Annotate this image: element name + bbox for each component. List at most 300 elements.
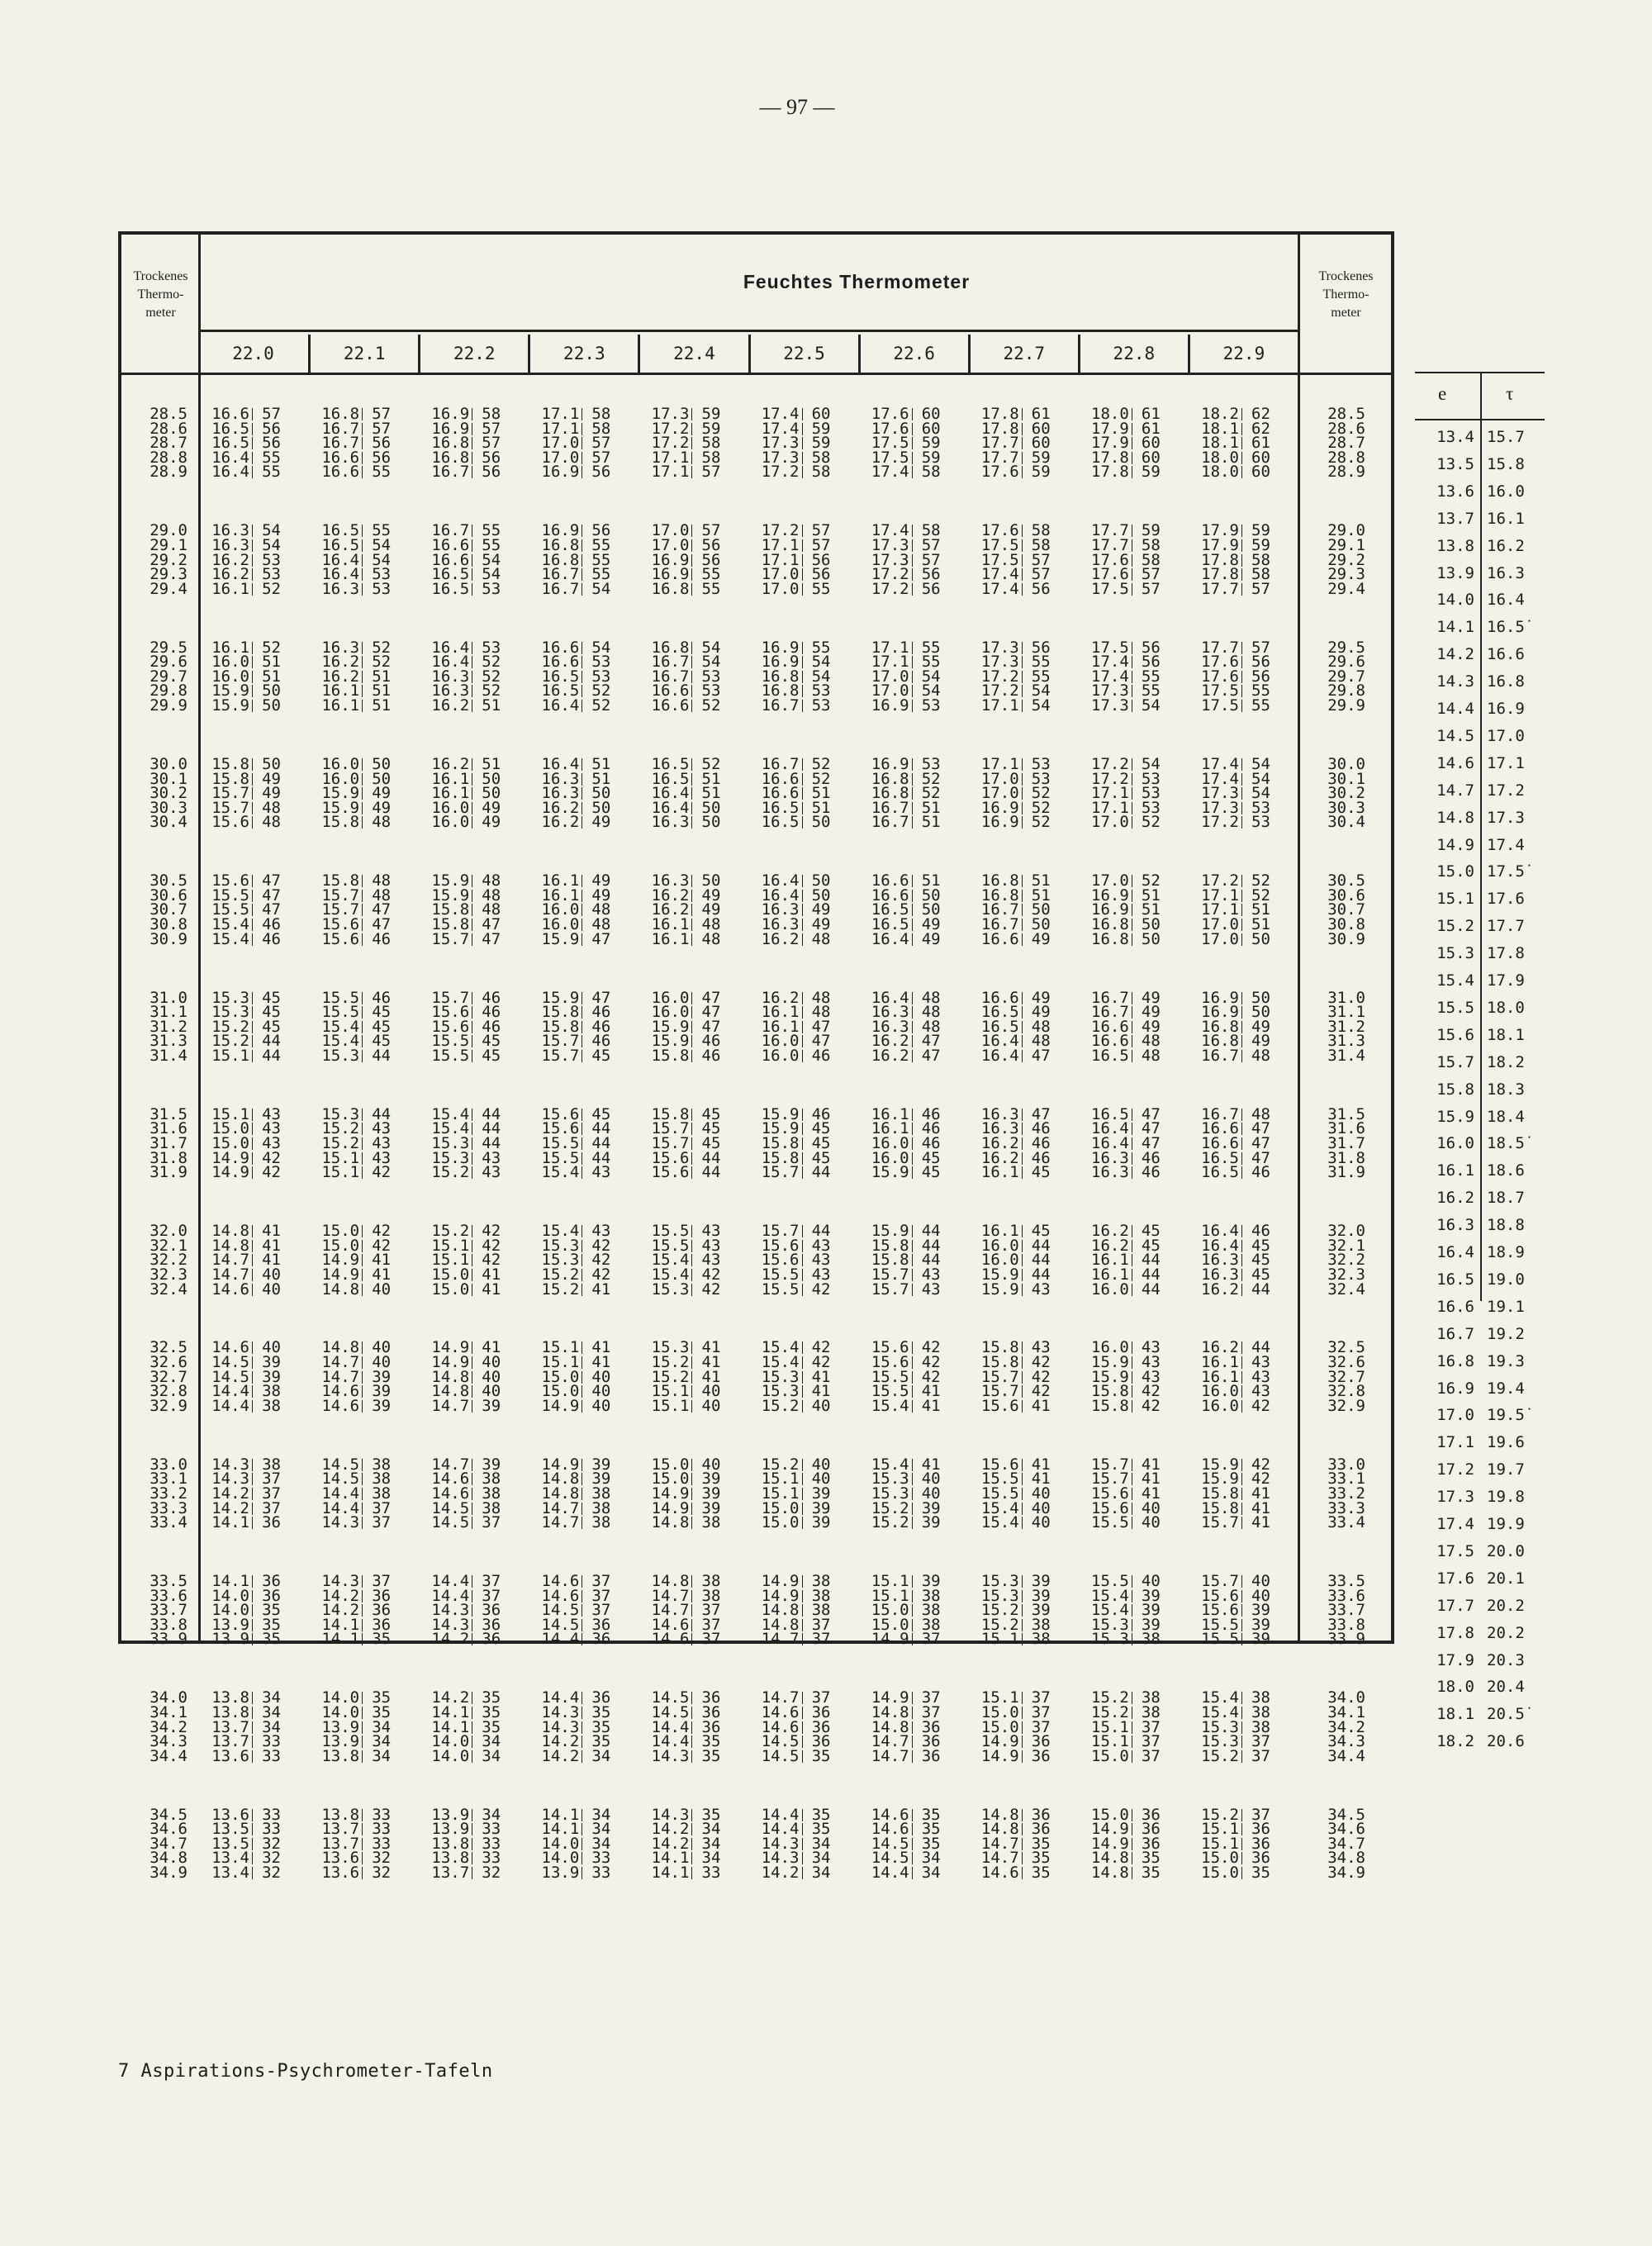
- humidity-cell: 40: [921, 1470, 941, 1489]
- dewpoint-cell: 16.0: [641, 1004, 689, 1019]
- dewpoint-cell: 14.4: [311, 1486, 359, 1501]
- humidity-cell: 60: [1141, 434, 1161, 453]
- humidity-cell: 57: [591, 434, 611, 453]
- humidity-cell: 36: [372, 1601, 392, 1620]
- side-table-row: [1415, 1701, 1545, 1728]
- humidity-cell: 56: [482, 463, 501, 482]
- humidity-cell: 51: [372, 681, 392, 700]
- dewpoint-cell: 16.6: [752, 772, 800, 786]
- humidity-cell: 50: [262, 681, 281, 700]
- dewpoint-cell: 15.8: [311, 873, 359, 888]
- humidity-cell: 37: [1031, 1717, 1051, 1736]
- dewpoint-cell: 15.0: [531, 1370, 579, 1384]
- humidity-cell: 47: [921, 1046, 941, 1065]
- dewpoint-cell: 16.7: [531, 582, 579, 596]
- dewpoint-cell: 14.9: [752, 1574, 800, 1588]
- humidity-cell: 38: [1141, 1688, 1161, 1707]
- dewpoint-cell: 16.1: [421, 772, 469, 786]
- dewpoint-cell: 14.8: [752, 1617, 800, 1632]
- dewpoint-cell: 14.7: [421, 1457, 469, 1472]
- side-table-row: [1415, 1104, 1545, 1131]
- dry-temp-right: 29.1: [1327, 535, 1365, 554]
- dewpoint-value: 19.9: [1487, 1515, 1525, 1533]
- dewpoint-cell: 15.1: [311, 1165, 359, 1180]
- dewpoint-cell: 16.6: [421, 553, 469, 567]
- dry-temp-left: 32.9: [150, 1396, 188, 1415]
- dewpoint-cell: 18.1: [1191, 421, 1239, 436]
- dewpoint-cell: 15.2: [202, 1033, 249, 1048]
- humidity-cell: 39: [1251, 1615, 1270, 1634]
- dry-temp-left: 30.4: [150, 813, 188, 832]
- humidity-cell: 54: [262, 535, 281, 554]
- side-table-row: [1415, 723, 1545, 750]
- dewpoint-cell: 14.7: [862, 1734, 909, 1749]
- humidity-cell: 58: [811, 463, 831, 482]
- humidity-cell: 58: [1251, 565, 1270, 584]
- dewpoint-cell: 15.3: [752, 1384, 800, 1398]
- humidity-cell: 36: [372, 1615, 392, 1634]
- humidity-cell: 57: [921, 535, 941, 554]
- humidity-cell: 61: [1251, 434, 1270, 453]
- dewpoint-cell: 15.1: [1191, 1821, 1239, 1836]
- dewpoint-cell: 14.3: [641, 1749, 689, 1764]
- dewpoint-value: 17.1: [1487, 753, 1525, 772]
- dewpoint-cell: 17.6: [971, 523, 1019, 538]
- side-table-row: [1415, 940, 1545, 967]
- dewpoint-cell: 15.9: [1081, 1370, 1129, 1384]
- dewpoint-cell: 15.8: [1191, 1501, 1239, 1516]
- dewpoint-cell: 16.4: [421, 654, 469, 669]
- side-table-row: [1415, 777, 1545, 805]
- dewpoint-cell: 15.6: [1081, 1501, 1129, 1516]
- dewpoint-cell: 16.1: [752, 1019, 800, 1034]
- dewpoint-cell: 14.8: [641, 1515, 689, 1530]
- humidity-cell: 36: [482, 1630, 501, 1649]
- dewpoint-value: 19.1: [1487, 1297, 1525, 1316]
- humidity-cell: 37: [921, 1630, 941, 1649]
- dry-temp-right: 28.5: [1327, 405, 1365, 423]
- humidity-cell: 37: [591, 1601, 611, 1620]
- side-table-row: [1415, 1076, 1545, 1104]
- humidity-cell: 55: [1251, 681, 1270, 700]
- dewpoint-value: 17.7: [1487, 917, 1525, 936]
- dewpoint-cell: 15.0: [531, 1384, 579, 1398]
- dewpoint-cell: 14.7: [971, 1836, 1019, 1851]
- humidity-cell: 44: [262, 1046, 281, 1065]
- humidity-cell: 39: [372, 1382, 392, 1401]
- dewpoint-cell: 16.9: [862, 757, 909, 772]
- dewpoint-cell: 16.9: [1081, 902, 1129, 917]
- side-table-row: [1415, 1511, 1545, 1538]
- humidity-cell: 37: [811, 1688, 831, 1707]
- dry-temp-right: 30.3: [1327, 798, 1365, 817]
- dewpoint-cell: 15.5: [421, 1033, 469, 1048]
- dewpoint-cell: 17.2: [752, 464, 800, 479]
- vapor-pressure-value: 14.2: [1436, 645, 1474, 664]
- dewpoint-cell: 15.3: [752, 1370, 800, 1384]
- side-table-row: [1415, 1212, 1545, 1239]
- dewpoint-cell: 13.6: [311, 1865, 359, 1880]
- humidity-cell: 50: [262, 754, 281, 773]
- dewpoint-cell: 15.1: [1191, 1836, 1239, 1851]
- dry-temp-left: 34.5: [150, 1805, 188, 1824]
- dewpoint-cell: 14.9: [202, 1151, 249, 1166]
- humidity-cell: 39: [811, 1498, 831, 1517]
- dewpoint-cell: 17.0: [641, 523, 689, 538]
- dewpoint-cell: 15.4: [641, 1267, 689, 1282]
- humidity-cell: 39: [811, 1484, 831, 1503]
- dewpoint-cell: 15.3: [1191, 1734, 1239, 1749]
- dewpoint-cell: 13.9: [202, 1617, 249, 1632]
- humidity-cell: 50: [482, 784, 501, 803]
- humidity-cell: 52: [482, 653, 501, 672]
- humidity-cell: 42: [921, 1367, 941, 1386]
- humidity-cell: 33: [591, 1849, 611, 1868]
- humidity-cell: 55: [482, 535, 501, 554]
- dewpoint-cell: 15.4: [752, 1355, 800, 1370]
- dewpoint-cell: 16.8: [641, 640, 689, 655]
- table-row: [121, 1630, 1391, 1649]
- dewpoint-cell: 15.4: [752, 1340, 800, 1355]
- dewpoint-cell: 15.1: [971, 1690, 1019, 1705]
- humidity-cell: 35: [1031, 1849, 1051, 1868]
- dewpoint-cell: 15.5: [862, 1370, 909, 1384]
- humidity-cell: 46: [811, 1104, 831, 1123]
- humidity-cell: 42: [482, 1236, 501, 1255]
- humidity-cell: 51: [1031, 886, 1051, 905]
- humidity-cell: 45: [262, 1017, 281, 1036]
- humidity-cell: 38: [372, 1470, 392, 1489]
- dewpoint-cell: 15.0: [752, 1515, 800, 1530]
- dewpoint-cell: 16.8: [1191, 1019, 1239, 1034]
- dry-temp-right: 34.6: [1327, 1820, 1365, 1839]
- dry-temp-right: 29.9: [1327, 696, 1365, 715]
- humidity-cell: 46: [482, 988, 501, 1007]
- humidity-cell: 36: [1031, 1732, 1051, 1751]
- dewpoint-cell: 14.1: [421, 1705, 469, 1720]
- humidity-cell: 37: [262, 1470, 281, 1489]
- humidity-cell: 51: [921, 813, 941, 832]
- humidity-cell: 49: [1251, 1032, 1270, 1051]
- humidity-cell: 40: [1031, 1513, 1051, 1532]
- dewpoint-cell: 16.4: [421, 640, 469, 655]
- vapor-pressure-value: 15.2: [1436, 917, 1474, 936]
- dewpoint-cell: 17.4: [971, 582, 1019, 596]
- humidity-cell: 38: [1031, 1615, 1051, 1634]
- humidity-cell: 36: [811, 1732, 831, 1751]
- dewpoint-cell: 16.0: [421, 800, 469, 815]
- humidity-cell: 49: [262, 784, 281, 803]
- dewpoint-value: 16.6: [1487, 645, 1525, 664]
- humidity-cell: 42: [262, 1148, 281, 1167]
- dewpoint-cell: 13.8: [311, 1807, 359, 1822]
- dewpoint-cell: 15.9: [311, 800, 359, 815]
- humidity-cell: 34: [482, 1732, 501, 1751]
- dry-temp-left: 29.6: [150, 653, 188, 672]
- dewpoint-cell: 15.9: [862, 1165, 909, 1180]
- dewpoint-cell: 17.4: [752, 421, 800, 436]
- humidity-cell: 48: [482, 871, 501, 890]
- page-number: — 97 —: [759, 95, 835, 119]
- dewpoint-cell: 14.7: [531, 1515, 579, 1530]
- divider: [198, 330, 1298, 332]
- humidity-cell: 45: [262, 1003, 281, 1022]
- dewpoint-cell: 17.8: [971, 406, 1019, 421]
- humidity-cell: 38: [372, 1455, 392, 1474]
- dewpoint-cell: 14.1: [531, 1821, 579, 1836]
- dewpoint-cell: 16.0: [1191, 1398, 1239, 1413]
- dry-temp-right: 32.7: [1327, 1367, 1365, 1386]
- humidity-cell: 38: [921, 1615, 941, 1634]
- humidity-cell: 40: [1141, 1572, 1161, 1590]
- dewpoint-cell: 14.2: [641, 1836, 689, 1851]
- dry-temp-left: 33.7: [150, 1601, 188, 1620]
- dewpoint-cell: 14.6: [202, 1340, 249, 1355]
- humidity-cell: 35: [811, 1805, 831, 1824]
- humidity-cell: 56: [1251, 653, 1270, 672]
- dewpoint-cell: 15.6: [971, 1457, 1019, 1472]
- humidity-cell: 33: [482, 1820, 501, 1839]
- dewpoint-cell: 15.0: [202, 1136, 249, 1151]
- humidity-cell: 40: [591, 1396, 611, 1415]
- dewpoint-cell: 15.5: [1081, 1574, 1129, 1588]
- humidity-cell: 50: [811, 871, 831, 890]
- dewpoint-cell: 15.7: [421, 932, 469, 947]
- dewpoint-cell: 16.2: [971, 1136, 1019, 1151]
- humidity-cell: 34: [262, 1702, 281, 1721]
- dewpoint-cell: 15.7: [421, 990, 469, 1005]
- table-row: [121, 813, 1391, 832]
- humidity-cell: 37: [591, 1586, 611, 1605]
- humidity-cell: 48: [1031, 1017, 1051, 1036]
- dry-temp-right: 31.8: [1327, 1148, 1365, 1167]
- dewpoint-value: 19.4: [1487, 1379, 1525, 1398]
- dewpoint-cell: 15.6: [311, 917, 359, 932]
- humidity-cell: 58: [811, 448, 831, 467]
- dewpoint-cell: 14.8: [971, 1807, 1019, 1822]
- dewpoint-cell: 17.6: [862, 406, 909, 421]
- dewpoint-cell: 14.4: [641, 1720, 689, 1735]
- humidity-cell: 34: [811, 1849, 831, 1868]
- dry-temp-right: 34.1: [1327, 1702, 1365, 1721]
- dewpoint-cell: 14.9: [641, 1486, 689, 1501]
- humidity-cell: 36: [482, 1615, 501, 1634]
- humidity-cell: 47: [1141, 1104, 1161, 1123]
- dewpoint-cell: 16.6: [971, 932, 1019, 947]
- dewpoint-cell: 14.4: [752, 1807, 800, 1822]
- dewpoint-cell: 17.0: [1191, 917, 1239, 932]
- dewpoint-cell: 16.4: [202, 450, 249, 465]
- dewpoint-cell: 16.3: [752, 902, 800, 917]
- dewpoint-cell: 17.5: [862, 435, 909, 450]
- humidity-cell: 32: [372, 1849, 392, 1868]
- humidity-cell: 38: [701, 1572, 721, 1590]
- dewpoint-cell: 17.3: [971, 654, 1019, 669]
- humidity-cell: 50: [811, 886, 831, 905]
- humidity-cell: 37: [372, 1572, 392, 1590]
- dry-temp-left: 31.2: [150, 1017, 188, 1036]
- dewpoint-cell: 13.8: [421, 1836, 469, 1851]
- dewpoint-cell: 16.0: [311, 772, 359, 786]
- dewpoint-cell: 16.5: [641, 772, 689, 786]
- dewpoint-cell: 15.5: [311, 1004, 359, 1019]
- humidity-cell: 44: [811, 1222, 831, 1241]
- humidity-cell: 47: [811, 1032, 831, 1051]
- dewpoint-cell: 16.1: [971, 1223, 1019, 1238]
- dewpoint-cell: 14.8: [1081, 1850, 1129, 1865]
- dewpoint-cell: 14.1: [311, 1631, 359, 1646]
- dewpoint-cell: 13.8: [311, 1749, 359, 1764]
- side-table-row: [1415, 886, 1545, 913]
- dewpoint-cell: 15.7: [862, 1282, 909, 1297]
- humidity-cell: 57: [1251, 638, 1270, 657]
- dry-temp-right: 33.6: [1327, 1586, 1365, 1605]
- dewpoint-value: 20.2: [1487, 1596, 1525, 1615]
- side-table-row: [1415, 424, 1545, 451]
- humidity-cell: 39: [1141, 1601, 1161, 1620]
- humidity-cell: 52: [1031, 784, 1051, 803]
- humidity-cell: 53: [372, 565, 392, 584]
- dewpoint-cell: 16.6: [421, 538, 469, 553]
- dry-temp-right: 30.9: [1327, 929, 1365, 948]
- dewpoint-cell: 15.3: [1081, 1617, 1129, 1632]
- dewpoint-cell: 16.8: [752, 669, 800, 684]
- dewpoint-cell: 15.3: [862, 1486, 909, 1501]
- dewpoint-cell: 15.8: [531, 1019, 579, 1034]
- dry-thermometer-header-left: Trockenes Thermo- meter: [133, 269, 188, 320]
- dewpoint-cell: 15.4: [311, 1033, 359, 1048]
- dewpoint-cell: 15.3: [862, 1471, 909, 1486]
- humidity-cell: 47: [591, 929, 611, 948]
- humidity-cell: 46: [1141, 1148, 1161, 1167]
- humidity-cell: 36: [1251, 1820, 1270, 1839]
- humidity-cell: 56: [372, 448, 392, 467]
- dewpoint-cell: 16.5: [202, 435, 249, 450]
- dewpoint-cell: 17.1: [1081, 800, 1129, 815]
- table-row: [121, 1136, 1391, 1151]
- dewpoint-cell: 14.0: [531, 1850, 579, 1865]
- humidity-cell: 56: [262, 434, 281, 453]
- side-table-row: [1415, 478, 1545, 506]
- dry-temp-right: 30.2: [1327, 784, 1365, 803]
- table-row: [121, 1865, 1391, 1880]
- humidity-cell: 42: [1251, 1396, 1270, 1415]
- dewpoint-cell: 15.2: [531, 1267, 579, 1282]
- humidity-cell: 40: [482, 1367, 501, 1386]
- dewpoint-cell: 14.5: [531, 1603, 579, 1617]
- humidity-cell: 38: [1251, 1702, 1270, 1721]
- humidity-cell: 45: [921, 1163, 941, 1182]
- humidity-cell: 50: [811, 813, 831, 832]
- dewpoint-cell: 16.9: [641, 567, 689, 582]
- dewpoint-cell: 15.6: [531, 1121, 579, 1136]
- dewpoint-cell: 15.1: [641, 1398, 689, 1413]
- dry-temp-left: 32.6: [150, 1353, 188, 1371]
- humidity-cell: 40: [262, 1338, 281, 1357]
- dewpoint-cell: 14.5: [531, 1617, 579, 1632]
- humidity-cell: 52: [372, 638, 392, 657]
- humidity-cell: 48: [811, 1003, 831, 1022]
- humidity-cell: 40: [591, 1382, 611, 1401]
- dry-temp-right: 30.8: [1327, 915, 1365, 933]
- dewpoint-cell: 15.1: [531, 1355, 579, 1370]
- dewpoint-cell: 14.8: [202, 1238, 249, 1253]
- dewpoint-value: 17.0: [1487, 726, 1525, 745]
- dry-temp-right: 34.4: [1327, 1746, 1365, 1765]
- humidity-cell: 40: [591, 1367, 611, 1386]
- dewpoint-cell: 17.2: [752, 523, 800, 538]
- dewpoint-cell: 17.2: [971, 683, 1019, 698]
- humidity-cell: 45: [482, 1032, 501, 1051]
- humidity-cell: 55: [1141, 681, 1161, 700]
- humidity-cell: 61: [1141, 419, 1161, 438]
- humidity-cell: 55: [1251, 696, 1270, 715]
- wet-column-header: 22.3: [528, 335, 638, 373]
- dewpoint-cell: 15.4: [531, 1223, 579, 1238]
- humidity-cell: 43: [482, 1163, 501, 1182]
- dewpoint-cell: 17.8: [1191, 553, 1239, 567]
- humidity-cell: 43: [811, 1236, 831, 1255]
- dewpoint-cell: 16.8: [641, 582, 689, 596]
- dewpoint-cell: 14.5: [641, 1690, 689, 1705]
- dewpoint-cell: 14.1: [531, 1807, 579, 1822]
- humidity-cell: 45: [372, 1032, 392, 1051]
- dewpoint-cell: 16.8: [531, 553, 579, 567]
- humidity-cell: 35: [701, 1732, 721, 1751]
- dewpoint-cell: 16.1: [641, 917, 689, 932]
- humidity-cell: 35: [811, 1820, 831, 1839]
- dewpoint-cell: 16.5: [1081, 1048, 1129, 1063]
- humidity-cell: 41: [921, 1396, 941, 1415]
- dewpoint-value: 17.3: [1487, 808, 1525, 827]
- humidity-cell: 37: [1251, 1746, 1270, 1765]
- dry-temp-right: 33.4: [1327, 1513, 1365, 1532]
- humidity-cell: 39: [591, 1455, 611, 1474]
- dry-temp-left: 33.4: [150, 1513, 188, 1532]
- humidity-cell: 40: [1251, 1572, 1270, 1590]
- humidity-cell: 34: [262, 1717, 281, 1736]
- dewpoint-cell: 16.2: [202, 567, 249, 582]
- dewpoint-cell: 17.7: [1081, 523, 1129, 538]
- dewpoint-cell: 16.6: [971, 990, 1019, 1005]
- dewpoint-cell: 17.3: [1191, 786, 1239, 800]
- dewpoint-cell: 16.0: [531, 917, 579, 932]
- dewpoint-value: 19.7: [1487, 1460, 1525, 1479]
- dewpoint-cell: 14.0: [202, 1588, 249, 1603]
- humidity-cell: 40: [372, 1338, 392, 1357]
- dewpoint-cell: 15.0: [1081, 1749, 1129, 1764]
- humidity-cell: 32: [262, 1834, 281, 1853]
- humidity-cell: 42: [262, 1163, 281, 1182]
- dewpoint-cell: 15.7: [202, 800, 249, 815]
- dewpoint-cell: 13.4: [202, 1865, 249, 1880]
- humidity-cell: 55: [591, 535, 611, 554]
- dewpoint-cell: 17.7: [1191, 582, 1239, 596]
- dewpoint-cell: 16.9: [531, 464, 579, 479]
- dry-temp-right: 32.6: [1327, 1353, 1365, 1371]
- humidity-cell: 36: [1031, 1805, 1051, 1824]
- humidity-cell: 44: [921, 1222, 941, 1241]
- dewpoint-cell: 15.4: [641, 1252, 689, 1267]
- side-header-e: e: [1438, 383, 1447, 404]
- dewpoint-cell: 13.7: [311, 1821, 359, 1836]
- dewpoint-cell: 15.5: [202, 902, 249, 917]
- dry-temp-left: 29.7: [150, 667, 188, 686]
- dewpoint-cell: 16.6: [641, 698, 689, 713]
- humidity-cell: 51: [372, 667, 392, 686]
- dewpoint-cell: 15.5: [1081, 1515, 1129, 1530]
- dewpoint-cell: 14.6: [971, 1865, 1019, 1880]
